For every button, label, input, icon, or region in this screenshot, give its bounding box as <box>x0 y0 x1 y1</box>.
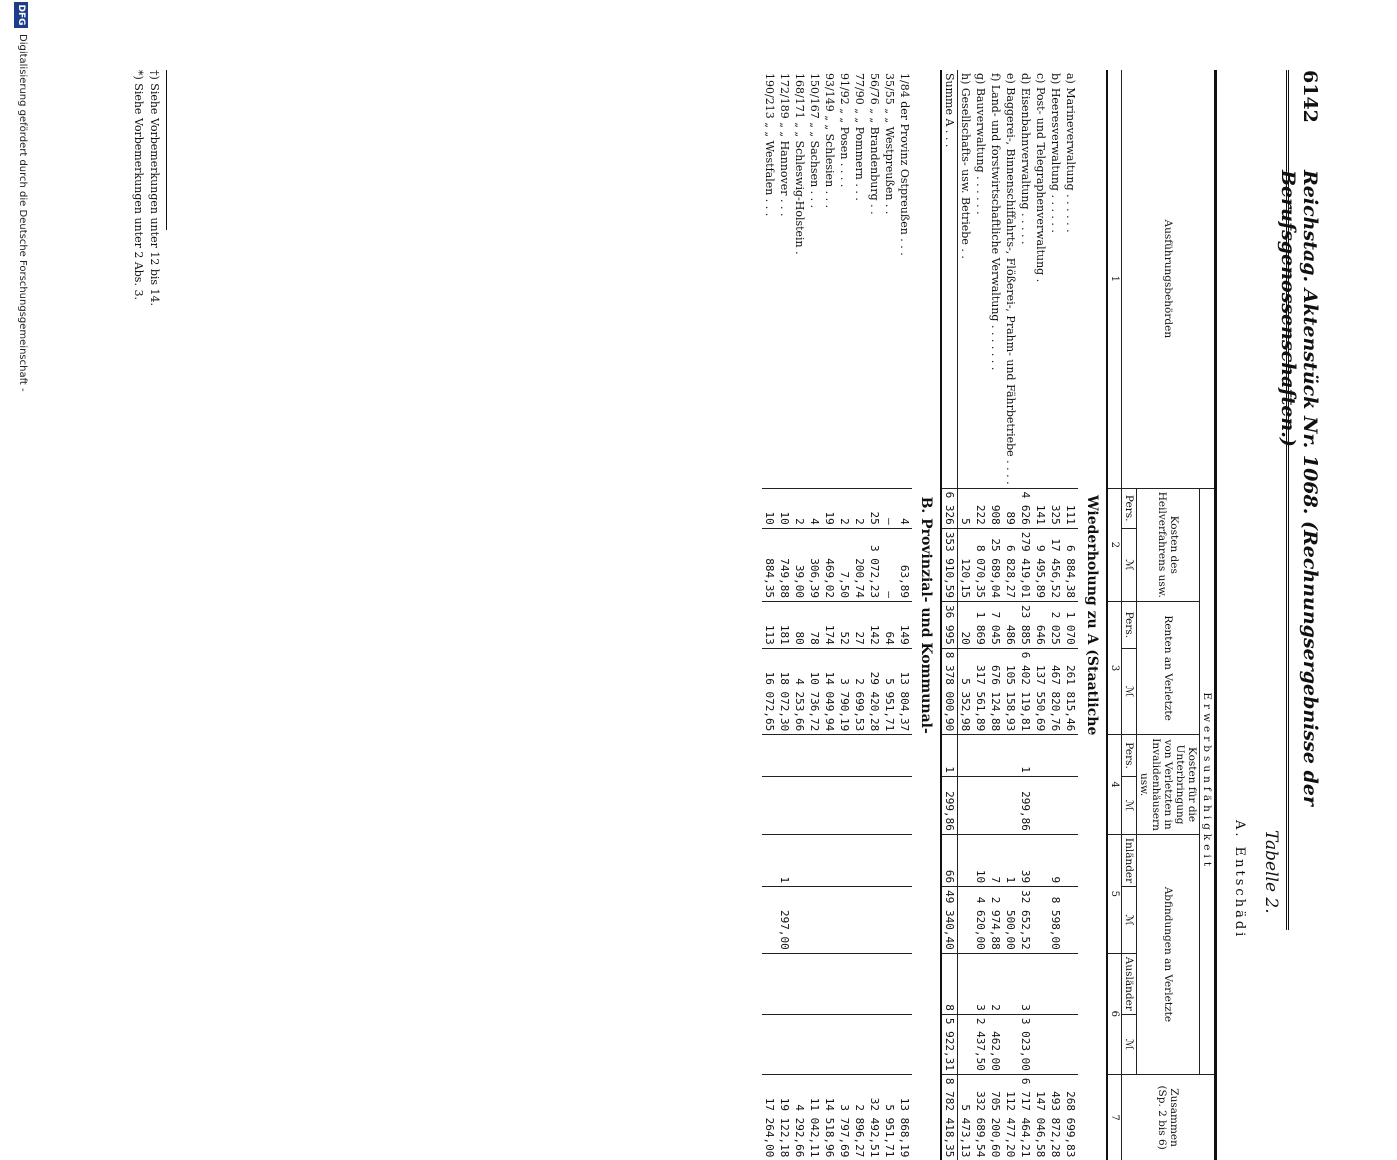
row-label: b) Heeresverwaltung . . . . . . <box>1049 73 1062 233</box>
cell-c6m: 462,00 <box>988 1014 1003 1073</box>
cell-c5p: 1 <box>1003 834 1018 886</box>
cell-c5m <box>822 887 837 954</box>
cell-c4p <box>973 735 988 777</box>
cell-c3p: 1 070 <box>1063 602 1078 649</box>
table-row <box>792 70 807 1160</box>
cell-total: 5 951,71 <box>882 1074 897 1160</box>
cell-c5p: 39 <box>1018 834 1033 886</box>
cell-c5m <box>1063 887 1078 954</box>
table-row <box>807 70 822 1160</box>
table-row <box>882 70 897 1160</box>
cell-c3m: 10 736,72 <box>807 648 822 734</box>
cell-c2p: 89 <box>1003 488 1018 528</box>
cell-c5p: 9 <box>1048 834 1063 886</box>
cell-c4p <box>897 735 912 777</box>
cell-c2p: 10 <box>777 488 792 528</box>
cell-c3m: 676 124,88 <box>988 648 1003 734</box>
cell-total: 493 872,28 <box>1048 1074 1063 1160</box>
cell-c2m: 749,88 <box>777 528 792 601</box>
cell-c2p: 908 <box>988 488 1003 528</box>
cell-total: 3 797,69 <box>837 1074 852 1160</box>
cell-c5m <box>882 887 897 954</box>
col-number: 5 <box>1107 834 1122 953</box>
page-number: 6142 <box>1299 70 1321 123</box>
cell-c5m <box>897 887 912 954</box>
cell-c4m <box>897 776 912 834</box>
cell-c6m: 3 023,00 <box>1018 1014 1033 1073</box>
row-label: c) Post- und Telegraphenverwaltung . <box>1034 73 1047 283</box>
cell-c4m <box>1063 776 1078 834</box>
cell-c6p: 3 <box>1018 953 1033 1014</box>
cell-c6m <box>807 1014 822 1073</box>
cell-c5m: 8 598,00 <box>1048 887 1063 954</box>
col-number: 7 <box>1107 1074 1122 1160</box>
row-label: f) Land- und forstwirtschaftliche Verwaltung . . . . . . . <box>989 73 1002 371</box>
section-wiederholung-title: Wiederholung zu A (Staatliche <box>1084 494 1100 736</box>
cell-c6p <box>852 953 867 1014</box>
cell-c6m <box>792 1014 807 1073</box>
cell-c2p: 4 <box>807 488 822 528</box>
row-label: 172/189 „ „ Hannover . . . <box>778 73 791 217</box>
cell-c2p: 2 <box>792 488 807 528</box>
cell-c4p <box>1063 735 1078 777</box>
sum-row <box>941 70 958 1160</box>
cell-total: 705 200,60 <box>988 1074 1003 1160</box>
col-number: 3 <box>1107 602 1122 735</box>
cell-c4p <box>807 735 822 777</box>
col-pers: Pers. <box>1122 735 1137 777</box>
cell-c6p <box>1033 953 1048 1014</box>
cell-c5p <box>897 834 912 886</box>
cell-total: 8 782 418,35 <box>941 1074 958 1160</box>
col-inlaender: Inländer <box>1122 834 1137 886</box>
cell-c5m <box>852 887 867 954</box>
cell-c3m: 261 815,46 <box>1063 648 1078 734</box>
cell-c6p <box>867 953 882 1014</box>
cell-c4m <box>882 776 897 834</box>
cell-c5p: 7 <box>988 834 1003 886</box>
cell-c2p: 19 <box>822 488 837 528</box>
cell-c4p: 1 <box>1018 735 1033 777</box>
table-row <box>867 70 882 1160</box>
table-row <box>762 70 777 1160</box>
cell-c4m: 299,86 <box>1018 776 1033 834</box>
cell-c3m: 18 072,30 <box>777 648 792 734</box>
cell-c6m <box>867 1014 882 1073</box>
cell-c6p: 8 <box>941 953 958 1014</box>
cell-c5p <box>807 834 822 886</box>
cell-total: 14 518,96 <box>822 1074 837 1160</box>
cell-total: 32 492,51 <box>867 1074 882 1160</box>
col-mark: ℳ <box>1122 1014 1137 1073</box>
cell-c2m: 9 495,89 <box>1033 528 1048 601</box>
cell-c3p: 52 <box>837 602 852 649</box>
table-row <box>837 70 852 1160</box>
cell-c2m: 6 884,38 <box>1063 528 1078 601</box>
cell-c3m: 4 253,66 <box>792 648 807 734</box>
cell-c3m: 3 790,19 <box>837 648 852 734</box>
cell-c3p: 142 <box>867 602 882 649</box>
cell-c2p: 4 626 <box>1018 488 1033 528</box>
cell-c4m <box>792 776 807 834</box>
cell-c5p <box>1063 834 1078 886</box>
cell-c3p: 1 869 <box>973 602 988 649</box>
cell-c3p: 36 995 <box>941 602 958 649</box>
cell-c4p <box>762 735 777 777</box>
row-label: 150/167 „ „ Sachsen . . . <box>808 73 821 209</box>
cell-c6p <box>882 953 897 1014</box>
cell-c3p: 20 <box>958 602 974 649</box>
cell-c6p <box>1063 953 1078 1014</box>
row-label: 1/84 der Provinz Ostpreußen . . . <box>898 73 911 256</box>
cell-c3m: 317 561,89 <box>973 648 988 734</box>
cell-c4m <box>852 776 867 834</box>
row-label: 77/90 „ „ Pommern . . . <box>853 73 866 201</box>
cell-c4p <box>1048 735 1063 777</box>
footnote: *) Siehe Vorbemerkungen unter 2 Abs. 3. <box>132 70 145 300</box>
row-label: Summe A . . . <box>941 70 958 488</box>
cell-c5m: 500,00 <box>1003 887 1018 954</box>
cell-c4p <box>792 735 807 777</box>
cell-c4m: 299,86 <box>941 776 958 834</box>
cell-c3m: 467 820,76 <box>1048 648 1063 734</box>
cell-c3p: 27 <box>852 602 867 649</box>
cell-c2m: 25 689,04 <box>988 528 1003 601</box>
cell-total: 13 868,19 <box>897 1074 912 1160</box>
cell-c4p: 1 <box>941 735 958 777</box>
cell-c6m <box>777 1014 792 1073</box>
cell-c4p <box>867 735 882 777</box>
cell-c6m: 5 922,31 <box>941 1014 958 1073</box>
footnote: †) Siehe Vorbemerkungen unter 12 bis 14. <box>148 70 161 307</box>
cell-c5p <box>822 834 837 886</box>
cell-c3p: 113 <box>762 602 777 649</box>
cell-c5p: 10 <box>973 834 988 886</box>
table-row <box>1048 70 1063 1160</box>
cell-c3p: 78 <box>807 602 822 649</box>
row-label: 168/171 „ „ Schleswig-Holstein . <box>793 73 806 255</box>
table-row <box>1063 70 1078 1160</box>
cell-c2p: 6 326 <box>941 488 958 528</box>
cell-c2m: 63,89 <box>897 528 912 601</box>
cell-c4m <box>1033 776 1048 834</box>
cell-c6m <box>882 1014 897 1073</box>
col-pers: Pers. <box>1122 488 1137 528</box>
cell-c3m: 5 951,71 <box>882 648 897 734</box>
cell-c3p: 2 025 <box>1048 602 1063 649</box>
cell-c2p: 141 <box>1033 488 1048 528</box>
dfg-logo-icon: DFG <box>14 2 28 28</box>
page-header <box>1277 70 1325 930</box>
cell-c6m <box>1048 1014 1063 1073</box>
cell-c5m: 32 652,52 <box>1018 887 1033 954</box>
cell-c6m <box>897 1014 912 1073</box>
cell-total: 5 473,13 <box>958 1074 974 1160</box>
cell-c4m <box>777 776 792 834</box>
cell-c4p <box>882 735 897 777</box>
cell-c6p <box>777 953 792 1014</box>
cell-c5m <box>867 887 882 954</box>
table-label: Tabelle 2. <box>1261 830 1281 914</box>
footnotes <box>130 70 167 306</box>
cell-c6m: 2 437,50 <box>973 1014 988 1073</box>
cell-c2p: 111 <box>1063 488 1078 528</box>
cell-c6m <box>1033 1014 1048 1073</box>
cell-c6m <box>1063 1014 1078 1073</box>
cell-c4m <box>867 776 882 834</box>
col-number: 2 <box>1107 488 1122 601</box>
row-label: 93/149 „ „ Schlesien . . . <box>823 73 836 209</box>
row-label: h) Gesellschafts- usw. Betriebe . . <box>959 73 972 259</box>
cell-c2p: 4 <box>897 488 912 528</box>
table-row <box>973 70 988 1160</box>
dfg-credit-text: Digitalisierung gefördert durch die Deutsche Forschungsgemeinschaft - <box>17 34 28 392</box>
cell-c5p <box>852 834 867 886</box>
cell-c5m: 49 340,40 <box>941 887 958 954</box>
cell-c5m: 4 620,00 <box>973 887 988 954</box>
cell-c5p <box>837 834 852 886</box>
cell-total: 268 699,83 <box>1063 1074 1078 1160</box>
cell-c5p <box>792 834 807 886</box>
cell-c2m: 17 456,52 <box>1048 528 1063 601</box>
cell-c3p: 80 <box>792 602 807 649</box>
cell-c3m: 5 352,98 <box>958 648 974 734</box>
cell-c4p <box>958 735 974 777</box>
cell-total: 112 477,20 <box>1003 1074 1018 1160</box>
cell-c2p: 222 <box>973 488 988 528</box>
cell-c5m: 297,00 <box>777 887 792 954</box>
cell-c6p <box>897 953 912 1014</box>
cell-c6m <box>762 1014 777 1073</box>
col-mark: ℳ <box>1122 776 1137 834</box>
page-title: Reichstag. Aktenstück Nr. 1068. (Rechnungsergebnisse der Berufsgenossenschaften.) <box>1277 170 1321 806</box>
cell-c4m <box>973 776 988 834</box>
col-header-abfindungen: Abfindungen an Verletzte <box>1137 834 1200 1073</box>
cell-total: 332 689,54 <box>973 1074 988 1160</box>
col-number: 6 <box>1107 953 1122 1074</box>
cell-c4p <box>1003 735 1018 777</box>
cell-c2p: 2 <box>852 488 867 528</box>
cell-c4p <box>777 735 792 777</box>
cell-c6p <box>762 953 777 1014</box>
col-mark: ℳ <box>1122 648 1137 734</box>
col-header-zusammen: Zusammen (Sp. 2 bis 6) <box>1122 1074 1216 1160</box>
cell-c6m <box>852 1014 867 1073</box>
cell-c3m: 14 049,94 <box>822 648 837 734</box>
cell-c5p <box>958 834 974 886</box>
cell-c2m: 3 072,23 <box>867 528 882 601</box>
col-pers: Pers. <box>1122 602 1137 649</box>
cell-total: 6 717 464,21 <box>1018 1074 1033 1160</box>
col-number: 1 <box>1107 70 1122 488</box>
cell-c4p <box>837 735 852 777</box>
cell-c2p: 10 <box>762 488 777 528</box>
cell-c4m <box>988 776 1003 834</box>
cell-c5m <box>1033 887 1048 954</box>
cell-c2m: 7,50 <box>837 528 852 601</box>
cell-c2p: — <box>882 488 897 528</box>
cell-c4m <box>837 776 852 834</box>
cell-c4m <box>762 776 777 834</box>
cell-c6p: 3 <box>973 953 988 1014</box>
cell-c6p <box>807 953 822 1014</box>
col-number: 4 <box>1107 735 1122 835</box>
table-row <box>777 70 792 1160</box>
cell-c3p: 64 <box>882 602 897 649</box>
table-row <box>897 70 912 1160</box>
cell-c6m <box>958 1014 974 1073</box>
cell-c3p: 23 885 <box>1018 602 1033 649</box>
col-group-erwerbsunfaehigkeit: Erwerbsunfähigkeit <box>1200 488 1216 1074</box>
cell-c2m: 6 828,27 <box>1003 528 1018 601</box>
cell-c2p: 25 <box>867 488 882 528</box>
cell-c6p <box>958 953 974 1014</box>
cell-c3p: 7 045 <box>988 602 1003 649</box>
table-row <box>1018 70 1033 1160</box>
row-label: g) Bauverwaltung . . . . . . <box>974 73 987 215</box>
cell-c5p: 66 <box>941 834 958 886</box>
cell-c4p <box>822 735 837 777</box>
cell-c5m <box>958 887 974 954</box>
cell-c3m: 105 158,93 <box>1003 648 1018 734</box>
col-header-unterbringung: Kosten für die Unterbringung von Verletzten in Invalidenhäusern usw. <box>1137 735 1200 835</box>
cell-c2m: 306,39 <box>807 528 822 601</box>
cell-c4m <box>1048 776 1063 834</box>
cell-c4m <box>807 776 822 834</box>
cell-c4m <box>822 776 837 834</box>
cell-c5m <box>837 887 852 954</box>
cell-c3p: 181 <box>777 602 792 649</box>
table-row <box>1003 70 1018 1160</box>
row-label: e) Baggerei-, Binnenschiffahrts-, Flößerei-, Prahm- und Fährbetriebe . . . . <box>1004 73 1017 485</box>
cell-c2p: 2 <box>837 488 852 528</box>
cell-c6p <box>792 953 807 1014</box>
cell-c2m: 39,00 <box>792 528 807 601</box>
cell-c4m <box>1003 776 1018 834</box>
cell-c5m <box>807 887 822 954</box>
cell-total: 17 264,00 <box>762 1074 777 1160</box>
cell-c3m: 6 402 119,81 <box>1018 648 1033 734</box>
cell-c3m: 8 378 000,90 <box>941 648 958 734</box>
cell-c5m <box>792 887 807 954</box>
cell-c2m: 353 910,59 <box>941 528 958 601</box>
row-label: 190/213 „ „ Westfalen . . . <box>763 73 776 217</box>
cell-c5p: 1 <box>777 834 792 886</box>
cell-c5p <box>762 834 777 886</box>
cell-c6p <box>822 953 837 1014</box>
cell-c3p: 646 <box>1033 602 1048 649</box>
cell-c2m: 8 070,35 <box>973 528 988 601</box>
cell-c4p <box>852 735 867 777</box>
table-row <box>852 70 867 1160</box>
cell-c5p <box>867 834 882 886</box>
cell-c4p <box>1033 735 1048 777</box>
cell-total: 19 122,18 <box>777 1074 792 1160</box>
cell-c6m <box>1003 1014 1018 1073</box>
cell-c5p <box>1033 834 1048 886</box>
cell-c6p <box>1003 953 1018 1014</box>
row-label: 35/55 „ „ Westpreußen . . <box>883 73 896 215</box>
col-header-renten: Renten an Verletzte <box>1137 602 1200 735</box>
cell-c6p: 2 <box>988 953 1003 1014</box>
cell-c3m: 29 420,28 <box>867 648 882 734</box>
col-mark: ℳ <box>1122 528 1137 601</box>
row-label: a) Marineverwaltung . . . . . . <box>1064 73 1077 233</box>
cell-c6m <box>837 1014 852 1073</box>
cell-c2m: 469,02 <box>822 528 837 601</box>
table-row <box>822 70 837 1160</box>
cell-total: 147 046,58 <box>1033 1074 1048 1160</box>
col-header-ausfuehrungsbehoerden: Ausführungsbehörden <box>1122 70 1216 488</box>
cell-c6p <box>1048 953 1063 1014</box>
col-auslaender: Ausländer <box>1122 953 1137 1014</box>
cell-total: 4 292,66 <box>792 1074 807 1160</box>
cell-c3m: 2 699,53 <box>852 648 867 734</box>
cell-total: 2 896,27 <box>852 1074 867 1160</box>
cell-c2m: 120,15 <box>958 528 974 601</box>
table-row <box>958 70 974 1160</box>
cell-c2m: 279 419,01 <box>1018 528 1033 601</box>
cell-c2m: 884,35 <box>762 528 777 601</box>
cell-c3m: 137 550,69 <box>1033 648 1048 734</box>
table-row <box>1033 70 1048 1160</box>
cell-c2p: 325 <box>1048 488 1063 528</box>
cell-c5m: 2 974,88 <box>988 887 1003 954</box>
cell-c4p <box>988 735 1003 777</box>
row-label: d) Eisenbahnverwaltung . . . . . <box>1019 73 1032 245</box>
cell-c3m: 13 804,37 <box>897 648 912 734</box>
cell-c3p: 149 <box>897 602 912 649</box>
cell-c6p <box>837 953 852 1014</box>
cell-c3m: 16 072,65 <box>762 648 777 734</box>
cell-c2m: — <box>882 528 897 601</box>
section-a-title: A. Entschädi <box>1232 820 1247 940</box>
data-table <box>762 70 1217 1160</box>
cell-total: 11 042,11 <box>807 1074 822 1160</box>
cell-c2p: 5 <box>958 488 974 528</box>
col-header-heilverfahren: Kosten des Heilverfahrens usw. <box>1137 488 1200 601</box>
dfg-credit <box>8 0 32 1000</box>
row-label: 56/76 „ „ Brandenburg . . <box>868 73 881 215</box>
col-mark: ℳ <box>1122 887 1137 954</box>
row-label: 91/92 „ „ Posen . . . . <box>838 73 851 188</box>
table-row <box>988 70 1003 1160</box>
cell-c6m <box>822 1014 837 1073</box>
cell-c4m <box>958 776 974 834</box>
section-b-title: B. Provinzial- und Kommunal- <box>918 496 934 734</box>
cell-c5m <box>762 887 777 954</box>
cell-c3p: 174 <box>822 602 837 649</box>
cell-c3p: 486 <box>1003 602 1018 649</box>
cell-c2m: 200,74 <box>852 528 867 601</box>
cell-c5p <box>882 834 897 886</box>
